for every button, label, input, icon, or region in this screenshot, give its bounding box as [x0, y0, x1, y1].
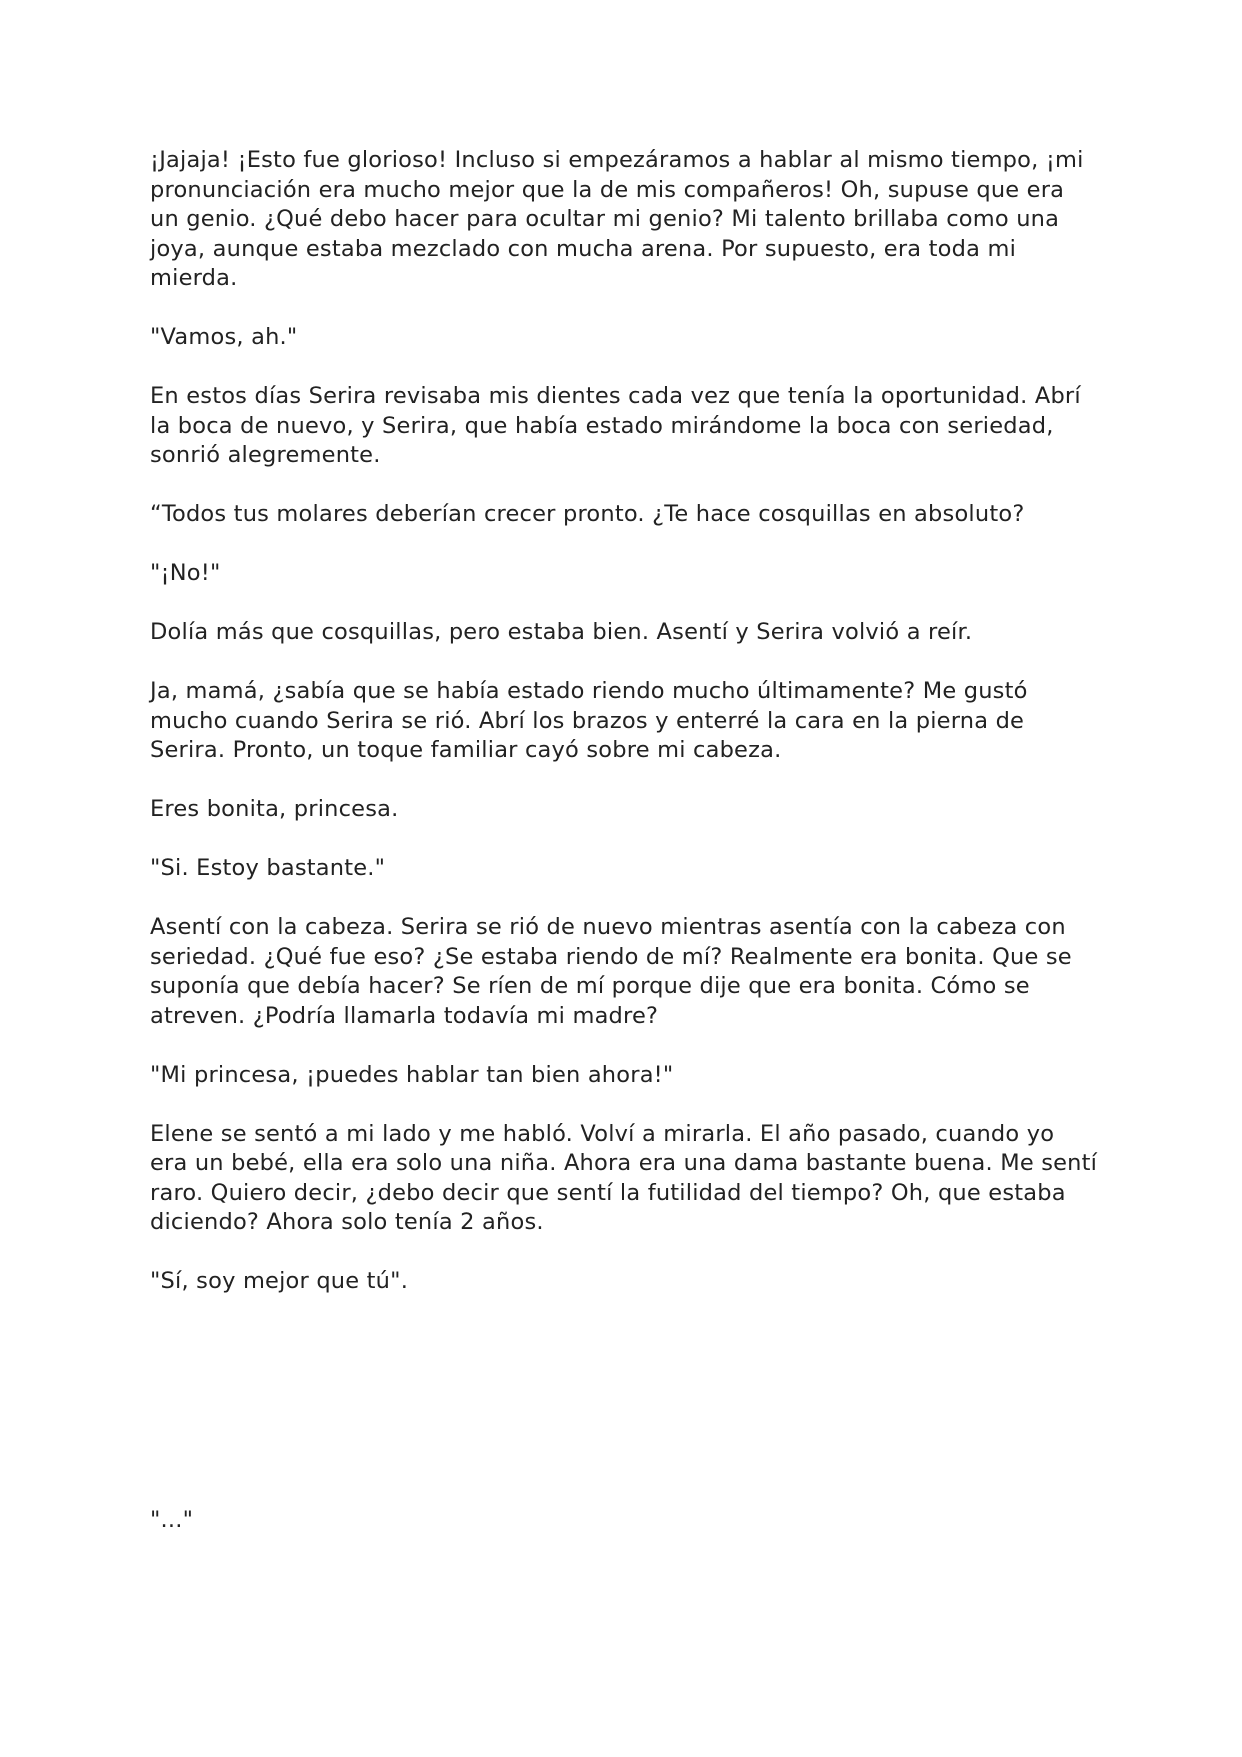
paragraph: "Vamos, ah." [150, 324, 298, 350]
paragraph: “Todos tus molares deberían crecer pronto. ¿Te hace cosquillas en absoluto? [150, 501, 1025, 527]
paragraph: Dolía más que cosquillas, pero estaba bien. Asentí y Serira volvió a reír. [150, 619, 973, 645]
paragraph: Ja, mamá, ¿sabía que se había estado riendo mucho últimamente? Me gustó mucho cuando Serira se rió. Abrí los brazos y enterré la cara en la pierna de Serira. Pronto, un toque familiar cayó sobre mi cabeza. [150, 678, 1028, 763]
paragraph-ellipsis: "..." [150, 1507, 194, 1533]
paragraph: Asentí con la cabeza. Serira se rió de nuevo mientras asentía con la cabeza con seriedad. ¿Qué fue eso? ¿Se estaba riendo de mí? Realmente era bonita. Que se suponía que debía hacer? Se ríen de mí porque dije que era bonita. Cómo se atreven. ¿Podría llamarla todavía mi madre? [150, 914, 1072, 1029]
paragraph: Eres bonita, princesa. [150, 796, 399, 822]
paragraph: "¡No!" [150, 560, 221, 586]
paragraph: En estos días Serira revisaba mis dientes cada vez que tenía la oportunidad. Abrí la boca de nuevo, y Serira, que había estado mirándome la boca con seriedad, sonrió alegremente. [150, 383, 1081, 468]
paragraph: "Mi princesa, ¡puedes hablar tan bien ahora!" [150, 1061, 674, 1088]
paragraph: "Sí, soy mejor que tú". [150, 1268, 409, 1294]
paragraph: "Si. Estoy bastante." [150, 855, 386, 881]
paragraph: ¡Jajaja! ¡Esto fue glorioso! Incluso si empezáramos a hablar al mismo tiempo, ¡mi pronunciación era mucho mejor que la de mis compañeros! Oh, supuse que era un genio. ¿Qué debo hacer para ocultar mi genio? Mi talento brillaba como una joya, aunque estaba mezclado con mucha arena. Por supuesto, era toda mi mierda. [150, 147, 1084, 291]
paragraph: Elene se sentó a mi lado y me habló. Volví a mirarla. El año pasado, cuando yo era un bebé, ella era solo una niña. Ahora era una dama bastante buena. Me sentí raro. Quiero decir, ¿debo decir que sentí la futilidad del tiempo? Oh, que estaba diciendo? Ahora solo tenía 2 años. [150, 1120, 1098, 1235]
document-page [150, 146, 1098, 1533]
